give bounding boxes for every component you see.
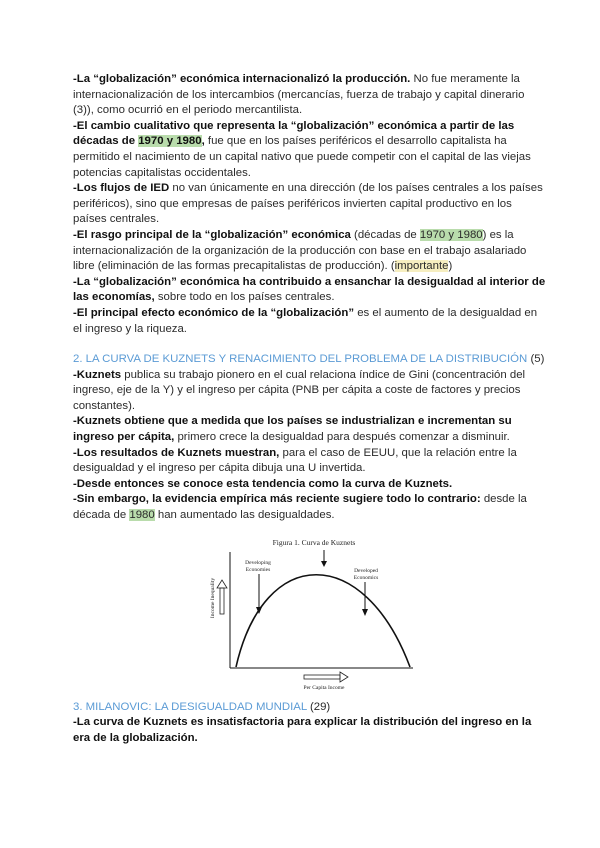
bold-lead-part: -El cambio cualitativo que representa la “globalización” económica a partir de las décadas de <box>73 119 515 148</box>
paragraph-cambio-cualitativo <box>73 119 547 181</box>
y-axis-label: Income Inequality <box>210 577 216 618</box>
label-developing: Developing <box>245 559 271 566</box>
body-text: (décadas de <box>350 228 420 241</box>
bold-lead: -El rasgo principal de la “globalización” económica <box>73 228 351 241</box>
bold-lead: -Desde entonces se conoce esta tendencia como la curva de Kuznets. <box>73 477 453 490</box>
body-text: han aumentado las desigualdades. <box>154 509 335 522</box>
paragraph-flujos-ied <box>73 181 547 228</box>
body-text: sobre todo en los países centrales. <box>154 291 335 304</box>
y-axis-arrow-shaft <box>220 588 224 614</box>
paragraph-desigualdad-interior <box>73 275 547 306</box>
paragraph-evidencia-empirica <box>73 492 547 523</box>
section-heading-milanovic <box>73 700 547 716</box>
body-text: ) es la internacionalización de la organización de la producción con base en el trabajo asalariado libre (eliminación de las formas precapitalistas de producción). ( <box>73 228 527 273</box>
highlight-decades: 1970 y 1980 <box>419 228 483 241</box>
section-heading-kuznets <box>73 352 547 368</box>
kuznets-curve-figure <box>206 534 421 692</box>
bold-lead: -Los flujos de IED <box>73 182 170 195</box>
x-axis-arrow-head <box>340 672 348 682</box>
body-text: publica su trabajo pionero en el cual relaciona índice de Gini (concentración del ingreso, eje de la Y) y el ingreso per cápita (PNB per cápita a coste de factores y precios constantes). <box>73 368 526 412</box>
bold-lead: -La “globalización” económica internacionalizó la producción. <box>73 73 411 85</box>
heading-count: (5) <box>527 353 545 366</box>
x-axis-label: Per Capita Income <box>303 684 345 691</box>
bold-lead: -La curva de Kuznets es insatisfactoria para explicar la distribución del ingreso en la era de la globalización. <box>73 716 532 744</box>
paragraph-kuznets-pionero <box>73 368 547 415</box>
highlight-decades: 1970 y 1980 <box>138 135 202 148</box>
highlight-importante: importante <box>394 260 449 273</box>
bold-lead: -Los resultados de Kuznets muestran, <box>73 446 280 459</box>
highlight-decade: 1980 <box>129 509 155 522</box>
body-text: es el aumento de la desigualdad en el ingreso y la riqueza. <box>73 306 538 335</box>
paragraph-efecto-economico <box>73 306 547 337</box>
body-text: fue que en los países periféricos el desarrollo capitalista ha permitido el nacimiento de un capital nativo que puede competir con el capital de las viejas potencias capitalistas occidentales. <box>73 135 531 179</box>
label-developed: Developed <box>354 567 378 574</box>
heading-count: (29) <box>306 700 331 713</box>
bold-lead: -La “globalización” económica ha contribuido a ensanchar la desigualdad al interior de las economías, <box>73 275 546 304</box>
paragraph-curva-kuznets <box>73 477 547 493</box>
paragraph-kuznets-obtiene <box>73 414 547 445</box>
body-text: no van únicamente en una dirección (de los países centrales a los países periféricos), sino que empresas de países periféricos invierten capital productivo en los países centrales. <box>73 182 543 226</box>
document-content <box>73 72 547 746</box>
kuznets-curve-svg <box>206 534 421 692</box>
bold-lead: -El principal efecto económico de la “globalización” <box>73 306 355 319</box>
bold-lead: -Kuznets <box>73 368 122 381</box>
paragraph-internacionalizacion <box>73 72 547 119</box>
figure-title: Figura 1. Curva de Kuznets <box>272 537 356 547</box>
paragraph-resultados-kuznets <box>73 446 547 477</box>
heading-text: 2. LA CURVA DE KUZNETS Y RENACIMIENTO DEL PROBLEMA DE LA DISTRIBUCIÓN <box>73 353 528 366</box>
heading-text: 3. MILANOVIC: LA DESIGUALDAD MUNDIAL <box>73 700 307 713</box>
paragraph-curva-insatisfactoria <box>73 715 547 746</box>
bold-lead: -Sin embargo, la evidencia empírica más reciente sugiere todo lo contrario: <box>73 493 481 506</box>
y-axis-arrow-head <box>217 580 227 588</box>
bold-lead: -Kuznets obtiene que a medida que los países se industrializan e incrementan su ingreso per cápita, <box>73 415 512 444</box>
developed-arrow-head <box>362 609 368 616</box>
kuznets-curve <box>236 574 410 666</box>
body-text: ) <box>448 260 453 273</box>
body-text: para el caso de EEUU, que la relación entre la desigualdad y el ingreso per cápita dibuja una U invertida. <box>73 446 517 475</box>
bold-lead-part: , <box>201 135 205 148</box>
body-text: desde la década de <box>73 493 527 522</box>
label-economics: Economics <box>353 574 379 581</box>
paragraph-rasgo-principal <box>73 228 547 275</box>
x-axis-arrow-shaft <box>304 675 340 679</box>
label-economies: Economies <box>245 566 271 573</box>
peak-arrow-head <box>321 561 327 567</box>
body-text: primero crece la desigualdad para después comenzar a disminuir. <box>174 431 510 444</box>
body-text: No fue meramente la internacionalización de los intercambios (mercancías, fuerza de trabajo y capital dinerario (3)), como ocurrió en el periodo mercantilista. <box>73 73 525 117</box>
